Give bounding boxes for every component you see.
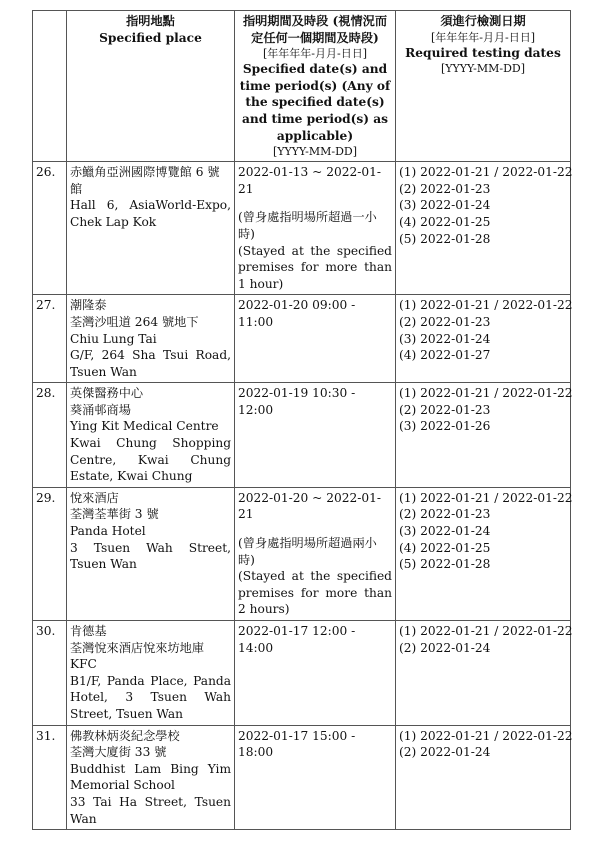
header-dates-note-zh: [年年年年-月月-日日]	[430, 30, 536, 44]
row-number: 29.	[33, 487, 67, 620]
header-place-en: Specified place	[99, 30, 202, 45]
place-line: Hall 6, AsiaWorld-Expo, Chek Lap Kok	[70, 198, 231, 229]
place-cell	[67, 383, 235, 488]
table-body	[33, 162, 571, 830]
row-number: 27.	[33, 295, 67, 383]
place-cell	[67, 162, 235, 295]
period-cell	[235, 162, 396, 295]
period-value: 2022-01-17 15:00 - 18:00	[238, 728, 356, 760]
place-line: Kwai Chung Shopping Centre, Kwai Chung Estate, Kwai Chung	[70, 436, 231, 484]
header-period-zh: 指明期間及時段 (視情況而定任何一個期間及時段)	[242, 14, 388, 45]
row-number: 31.	[33, 725, 67, 830]
header-dates-en: Required testing dates	[405, 45, 561, 60]
header-period-note-zh: [年年年年-月月-日日]	[262, 47, 368, 61]
place-line: 赤鱲角亞洲國際博覽館 6 號館	[70, 165, 220, 196]
place-line: 荃灣沙咀道 264 號地下	[70, 314, 199, 329]
place-line: 潮隆泰	[70, 298, 107, 313]
testing-date: (4) 2022-01-25	[399, 540, 491, 555]
place-line: Panda Hotel	[70, 524, 146, 539]
testing-date: (3) 2022-01-24	[399, 524, 491, 539]
header-period-cell	[235, 11, 396, 162]
place-cell	[67, 487, 235, 620]
place-line: 佛教林炳炎紀念學校	[70, 728, 180, 743]
place-line: Chiu Lung Tai	[70, 331, 157, 346]
place-line: 肯德基	[70, 624, 107, 638]
header-place-zh: 指明地點	[126, 14, 175, 28]
testing-date: (2) 2022-01-23	[399, 181, 491, 196]
row-number: 28.	[33, 383, 67, 488]
testing-date: (1) 2022-01-21 / 2022-01-22	[399, 298, 573, 313]
place-line: 33 Tai Ha Street, Tsuen Wan	[70, 794, 231, 826]
testing-date: (1) 2022-01-21 / 2022-01-22	[399, 386, 573, 401]
period-note-en: (Stayed at the specified premises for more than 2 hours)	[238, 569, 392, 617]
testing-date: (4) 2022-01-25	[399, 214, 491, 229]
testing-dates-cell	[396, 383, 571, 488]
header-place-cell	[67, 11, 235, 162]
place-line: Ying Kit Medical Centre	[70, 419, 219, 434]
place-line: 荃灣悅來酒店悅來坊地庫	[70, 640, 205, 655]
period-cell	[235, 295, 396, 383]
period-cell	[235, 725, 396, 830]
header-dates-format: [YYYY-MM-DD]	[440, 62, 526, 76]
place-line: 葵涌邨商場	[70, 402, 131, 417]
place-line: B1/F, Panda Place, Panda Hotel, 3 Tsuen Wah Street, Tsuen Wan	[70, 673, 231, 721]
place-line: 悅來酒店	[70, 490, 119, 505]
table-row	[33, 383, 571, 488]
header-period-en: Specified date(s) and time period(s) (Any of the specified date(s) and time period(s) as applicable)	[239, 62, 391, 143]
period-value: 2022-01-19 10:30 - 12:00	[238, 386, 356, 417]
period-note-zh: (曾身處指明場所超過一小時)	[238, 210, 377, 241]
testing-dates-cell	[396, 295, 571, 383]
place-line: Buddhist Lam Bing Yim Memorial School	[70, 761, 231, 793]
place-cell	[67, 621, 235, 726]
place-line: G/F, 264 Sha Tsui Road, Tsuen Wan	[70, 348, 231, 379]
table-row	[33, 295, 571, 383]
place-cell	[67, 295, 235, 383]
row-number: 26.	[33, 162, 67, 295]
period-value: 2022-01-20 ~ 2022-01-21	[238, 490, 381, 522]
place-line: 荃灣大廈街 33 號	[70, 745, 167, 760]
testing-date: (4) 2022-01-27	[399, 348, 491, 363]
testing-date: (3) 2022-01-24	[399, 331, 491, 346]
period-cell	[235, 487, 396, 620]
header-period-format: [YYYY-MM-DD]	[272, 145, 358, 159]
header-dates-zh: 須進行檢測日期	[440, 14, 526, 28]
testing-date: (2) 2022-01-23	[399, 314, 491, 329]
table-header	[33, 11, 571, 162]
header-dates-cell	[396, 11, 571, 162]
place-cell	[67, 725, 235, 830]
testing-date: (2) 2022-01-24	[399, 745, 491, 760]
place-line: 英傑醫務中心	[70, 386, 144, 401]
testing-date: (5) 2022-01-28	[399, 231, 491, 246]
testing-date: (3) 2022-01-26	[399, 419, 491, 434]
header-no-cell	[33, 11, 67, 162]
testing-date: (3) 2022-01-24	[399, 198, 491, 213]
place-line: 荃灣荃華街 3 號	[70, 507, 159, 522]
testing-date: (2) 2022-01-23	[399, 402, 491, 417]
testing-date: (2) 2022-01-23	[399, 507, 491, 522]
period-value: 2022-01-13 ~ 2022-01-21	[238, 165, 381, 196]
table-row	[33, 162, 571, 295]
testing-date: (2) 2022-01-24	[399, 640, 491, 655]
table-row	[33, 487, 571, 620]
period-note-zh: (曾身處指明場所超過兩小時)	[238, 536, 377, 567]
period-note-en: (Stayed at the specified premises for more than 1 hour)	[238, 243, 392, 291]
testing-dates-cell	[396, 725, 571, 830]
table-row	[33, 621, 571, 726]
testing-date: (1) 2022-01-21 / 2022-01-22	[399, 490, 573, 505]
period-cell	[235, 383, 396, 488]
specified-places-table	[32, 10, 571, 830]
testing-date: (1) 2022-01-21 / 2022-01-22	[399, 624, 573, 638]
place-line: KFC	[70, 657, 97, 672]
period-cell	[235, 621, 396, 726]
testing-dates-cell	[396, 487, 571, 620]
row-number: 30.	[33, 621, 67, 726]
testing-date: (5) 2022-01-28	[399, 557, 491, 572]
testing-date: (1) 2022-01-21 / 2022-01-22	[399, 728, 573, 743]
period-value: 2022-01-20 09:00 - 11:00	[238, 298, 356, 329]
table-row	[33, 725, 571, 830]
testing-dates-cell	[396, 162, 571, 295]
place-line: 3 Tsuen Wah Street, Tsuen Wan	[70, 540, 231, 572]
period-value: 2022-01-17 12:00 - 14:00	[238, 624, 356, 655]
testing-dates-cell	[396, 621, 571, 726]
testing-date: (1) 2022-01-21 / 2022-01-22	[399, 165, 573, 180]
